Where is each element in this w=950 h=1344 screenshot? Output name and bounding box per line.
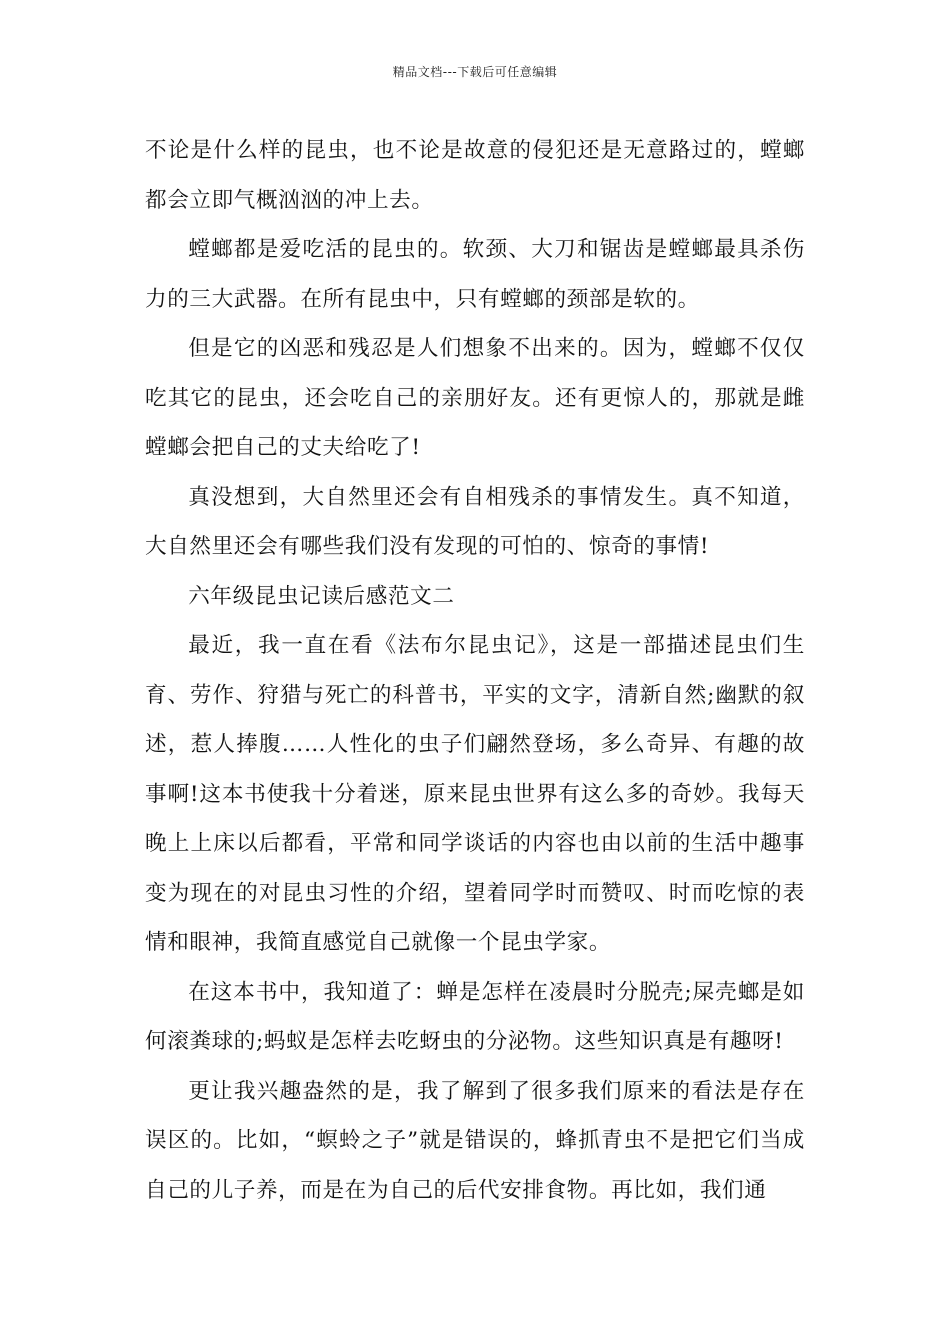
paragraph-8: 更让我兴趣盎然的是，我了解到了很多我们原来的看法是存在误区的。比如，“螟蛉之子”就是错误的，蜂抓青虫不是把它们当成自己的儿子养，而是在为自己的后代安排食物。再比如，我们通 — [145, 1078, 805, 1203]
document-body — [145, 126, 805, 1215]
paragraph-3: 但是它的凶恶和残忍是人们想象不出来的。因为，螳螂不仅仅吃其它的昆虫，还会吃自己的亲朋好友。还有更惊人的，那就是雌螳螂会把自己的丈夫给吃了! — [145, 336, 805, 460]
section-heading: 六年级昆虫记读后感范文二 — [188, 583, 455, 609]
paragraph-2: 螳螂都是爱吃活的昆虫的。软颈、大刀和锯齿是螳螂最具杀伤力的三大武器。在所有昆虫中，只有螳螂的颈部是软的。 — [145, 237, 805, 312]
page-header: 精品文档---下载后可任意编辑 — [392, 65, 558, 79]
paragraph-4: 真没想到，大自然里还会有自相残杀的事情发生。真不知道，大自然里还会有哪些我们没有发现的可怕的、惊奇的事情! — [145, 484, 805, 559]
paragraph-1: 不论是什么样的昆虫，也不论是故意的侵犯还是无意路过的，螳螂都会立即气概汹汹的冲上去。 — [145, 138, 805, 213]
paragraph-6: 最近，我一直在看《法布尔昆虫记》，这是一部描述昆虫们生育、劳作、狩猎与死亡的科普书，平实的文字，清新自然;幽默的叙述，惹人捧腹……人性化的虫子们翩然登场，多么奇异、有趣的故事啊!这本书使我十分着迷，原来昆虫世界有这么多的奇妙。我每天晚上上床以后都看，平常和同学谈话的内容也由以前的生活中趣事变为现在的对昆虫习性的介绍，望着同学时而赞叹、时而吃惊的表情和眼神，我简直感觉自己就像一个昆虫学家。 — [145, 633, 805, 955]
paragraph-7: 在这本书中，我知道了：蝉是怎样在凌晨时分脱壳;屎壳螂是如何滚粪球的;蚂蚁是怎样去吃蚜虫的分泌物。这些知识真是有趣呀! — [145, 979, 805, 1054]
